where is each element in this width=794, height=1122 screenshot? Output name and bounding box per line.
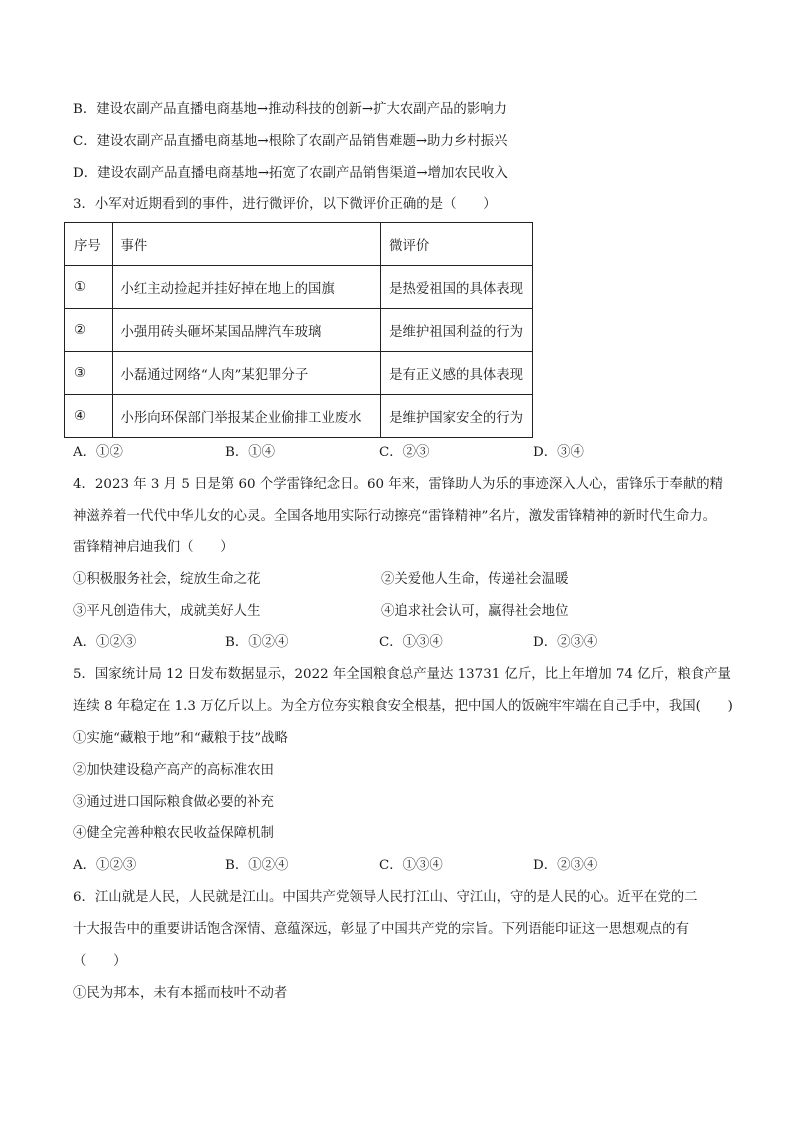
row-comment: 是维护祖国利益的行为 — [381, 309, 533, 352]
q4-stem-line-3: 雷锋精神启迪我们（ ） — [73, 540, 234, 555]
q5-statement-1: ①实施“藏粮于地”和“藏粮于技”战略 — [73, 731, 288, 746]
q5-stem-line-2: 连续 8 年稳定在 1.3 万亿斤以上。为全方位夯实粮食安全根基，把中国人的饭碗牢牢端在自己手中，我国( ) — [73, 699, 733, 714]
row-number: ② — [65, 309, 113, 352]
header-number: 序号 — [65, 223, 113, 266]
q2-option-d: D．建设农副产品直播电商基地→拓宽了农副产品销售渠道→增加农民收入 — [73, 166, 508, 181]
row-event: 小彤向环保部门举报某企业偷排工业废水 — [112, 395, 381, 438]
q4-option-d[interactable]: D．②③④ — [533, 635, 598, 650]
q3-stem: 3．小军对近期看到的事件，进行微评价，以下微评价正确的是（ ） — [73, 197, 497, 212]
q6-stem-line-1: 6．江山就是人民，人民就是江山。中国共产党领导人民打江山、守江山，守的是人民的心。近平在党的二 — [73, 890, 698, 905]
q5-option-a[interactable]: A．①②③ — [73, 858, 137, 873]
q4-stem-line-1: 4．2023 年 3 月 5 日是第 60 个学雷锋纪念日。60 年来，雷锋助人为乐的事迹深入人心，雷锋乐于奉献的精 — [73, 477, 723, 492]
row-event: 小红主动捡起并挂好掉在地上的国旗 — [112, 266, 381, 309]
q4-statement-2: ②关爱他人生命，传递社会温暖 — [381, 572, 569, 587]
q4-stem-line-2: 神滋养着一代代中华儿女的心灵。全国各地用实际行动擦亮“雷锋精神”名片，激发雷锋精神的新时代生命力。 — [73, 509, 717, 524]
row-number: ① — [65, 266, 113, 309]
q4-options — [73, 633, 733, 653]
header-event: 事件 — [112, 223, 381, 266]
q4-statements-row-1 — [73, 570, 733, 590]
table-row — [65, 352, 533, 395]
q4-statement-1: ①积极服务社会，绽放生命之花 — [73, 572, 261, 587]
q4-option-c[interactable]: C．①③④ — [379, 635, 443, 650]
q5-statement-2: ②加快建设稳产高产的高标准农田 — [73, 763, 274, 778]
table-row — [65, 395, 533, 438]
row-event: 小强用砖头砸坏某国品牌汽车玻璃 — [112, 309, 381, 352]
q6-stem-line-2: 十大报告中的重要讲话饱含深情、意蕴深远，彰显了中国共产党的宗旨。下列语能印证这一思想观点的有 — [73, 922, 689, 937]
q3-option-b[interactable]: B．①④ — [225, 445, 276, 460]
table-header-row — [65, 223, 533, 266]
table-row — [65, 266, 533, 309]
row-comment: 是热爱祖国的具体表现 — [381, 266, 533, 309]
q5-option-c[interactable]: C．①③④ — [379, 858, 443, 873]
q5-options — [73, 856, 733, 876]
row-comment: 是维护国家安全的行为 — [381, 395, 533, 438]
q3-option-d[interactable]: D．③④ — [533, 445, 584, 460]
row-number: ③ — [65, 352, 113, 395]
q3-option-a[interactable]: A．①② — [73, 445, 123, 460]
header-comment: 微评价 — [381, 223, 533, 266]
q5-statement-3: ③通过进口国际粮食做必要的补充 — [73, 795, 274, 810]
q5-option-d[interactable]: D．②③④ — [533, 858, 598, 873]
q4-statement-3: ③平凡创造伟大，成就美好人生 — [73, 604, 261, 619]
row-comment: 是有正义感的具体表现 — [381, 352, 533, 395]
row-number: ④ — [65, 395, 113, 438]
q3-table — [64, 222, 533, 438]
q2-option-b: B．建设农副产品直播电商基地→推动科技的创新→扩大农副产品的影响力 — [73, 102, 507, 117]
q2-option-c: C．建设农副产品直播电商基地→根除了农副产品销售难题→助力乡村振兴 — [73, 134, 508, 149]
q4-option-b[interactable]: B．①②④ — [225, 635, 289, 650]
q6-statement-1: ①民为邦本，未有本摇而枝叶不动者 — [73, 986, 288, 1001]
row-event: 小磊通过网络“人肉”某犯罪分子 — [112, 352, 381, 395]
q3-options — [73, 443, 733, 463]
q4-statements-row-2 — [73, 602, 733, 622]
q3-option-c[interactable]: C．②③ — [379, 445, 430, 460]
q6-stem-line-3: （ ） — [73, 954, 127, 969]
q5-statement-4: ④健全完善种粮农民收益保障机制 — [73, 826, 274, 841]
q5-stem-line-1: 5．国家统计局 12 日发布数据显示，2022 年全国粮食总产量达 13731 亿斤，比上年增加 74 亿斤，粮食产量 — [73, 667, 731, 682]
q4-option-a[interactable]: A．①②③ — [73, 635, 137, 650]
table-row — [65, 309, 533, 352]
q4-statement-4: ④追求社会认可，赢得社会地位 — [381, 604, 569, 619]
q5-option-b[interactable]: B．①②④ — [225, 858, 289, 873]
